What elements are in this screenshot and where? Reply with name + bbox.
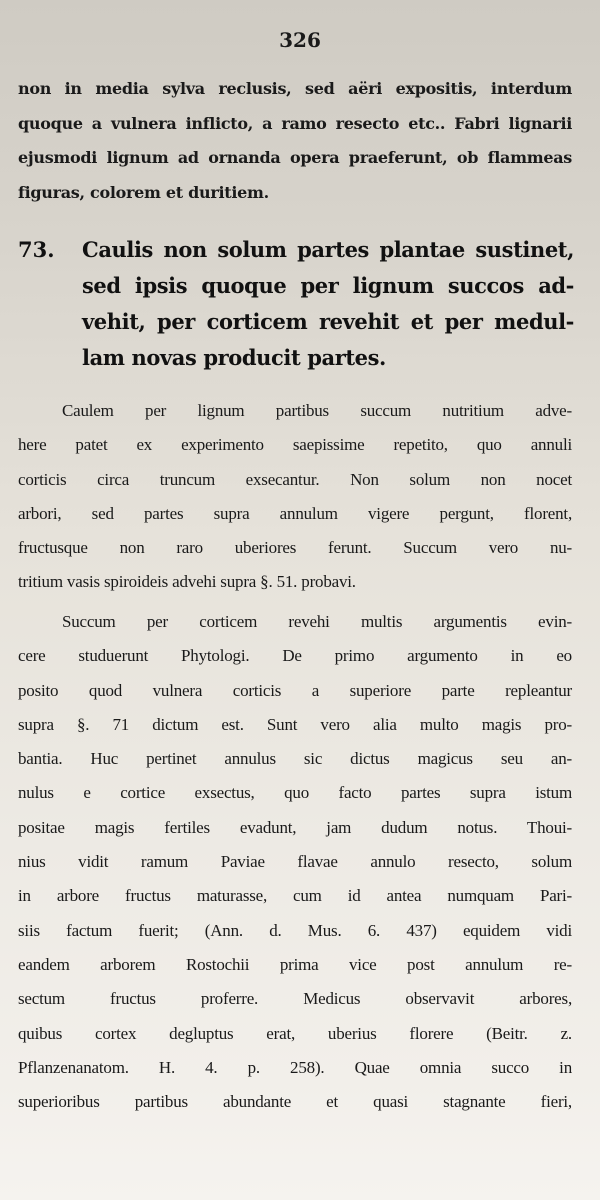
text-line-content: Succum per corticem revehi multis argumentis evin- bbox=[62, 612, 572, 631]
text-line: posito quod vulnera corticis a superiore parte repleantur bbox=[18, 680, 572, 700]
text-line: eandem arborem Rostochii prima vice post annulum re- bbox=[18, 954, 572, 974]
text-line: superioribus partibus abundante et quasi stagnante fieri, bbox=[18, 1092, 572, 1112]
text-line: figuras, colorem et duritiem. bbox=[18, 182, 269, 202]
text-line: quoque a vulnera inflicto, a ramo resecto etc.. Fabri lignarii bbox=[18, 113, 572, 133]
section-number: 73. bbox=[18, 237, 55, 262]
text-line: in arbore fructus maturasse, cum id antea numquam Pari- bbox=[18, 886, 572, 906]
text-line: bantia. Huc pertinet annulus sic dictus magicus seu an- bbox=[18, 749, 572, 769]
text-line: arbori, sed partes supra annulum vigere pergunt, florent, bbox=[18, 503, 572, 523]
text-line: siis factum fuerit; (Ann. d. Mus. 6. 437) equidem vidi bbox=[18, 920, 572, 940]
text-line: ejusmodi lignum ad ornanda opera praeferunt, ob flammeas bbox=[18, 148, 572, 167]
text-line: positae magis fertiles evadunt, jam dudum notus. Thoui- bbox=[18, 817, 572, 837]
section-title bbox=[82, 232, 574, 376]
section-title-line: vehit, per corticem revehit et per medul- bbox=[82, 309, 574, 334]
paragraph-2 bbox=[18, 394, 572, 600]
text-line: here patet ex experimento saepissime repetito, quo annuli bbox=[18, 435, 572, 455]
section-title-line: Caulis non solum partes plantae sustinet, bbox=[82, 237, 574, 262]
text-line: sectum fructus proferre. Medicus observavit arbores, bbox=[18, 989, 572, 1009]
page-number: 326 bbox=[279, 28, 321, 52]
text-line bbox=[18, 394, 572, 428]
section-title-line: lam novas producit partes. bbox=[82, 345, 386, 370]
text-line: quibus cortex degluptus erat, uberius florere (Beitr. z. bbox=[18, 1023, 572, 1043]
text-line: cere studuerunt Phytologi. De primo argumento in eo bbox=[18, 646, 572, 666]
section-title-line: sed ipsis quoque per lignum succos ad- bbox=[82, 273, 574, 298]
text-line-content: Caulem per lignum partibus succum nutritium adve- bbox=[62, 401, 572, 420]
text-line: fructusque non raro uberiores ferunt. Succum vero nu- bbox=[18, 538, 572, 558]
text-line: tritium vasis spiroideis advehi supra §. 51. probavi. bbox=[18, 572, 356, 592]
text-line: Pflanzenanatom. H. 4. p. 258). Quae omnia succo in bbox=[18, 1057, 572, 1077]
paragraph-3 bbox=[18, 605, 572, 1119]
text-line: supra §. 71 dictum est. Sunt vero alia multo magis pro- bbox=[18, 714, 572, 734]
text-line: corticis circa truncum exsecantur. Non solum non nocet bbox=[18, 469, 572, 489]
text-line: non in media sylva reclusis, sed aëri expositis, interdum bbox=[18, 79, 572, 98]
text-line: nius vidit ramum Paviae flavae annulo resecto, solum bbox=[18, 852, 572, 872]
paragraph-continuation bbox=[18, 72, 572, 210]
text-line: nulus e cortice exsectus, quo facto partes supra istum bbox=[18, 783, 572, 803]
text-line bbox=[18, 605, 572, 639]
